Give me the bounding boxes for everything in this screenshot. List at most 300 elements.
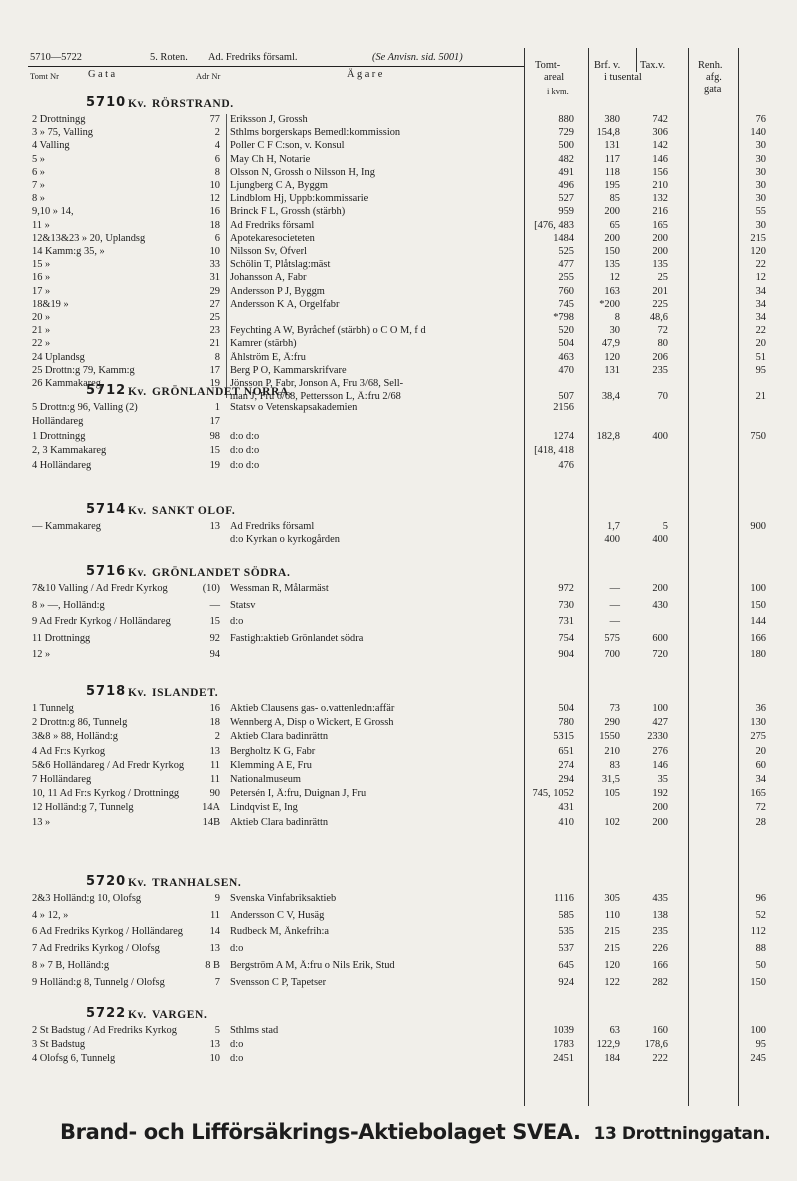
tax-value-cell: 35 xyxy=(657,774,668,785)
col-adrnr-label: Adr Nr xyxy=(196,71,221,81)
block-number: 5718 xyxy=(86,684,127,699)
col-gata-street-label: Gata xyxy=(88,69,118,80)
brf-value-cell: 122,9 xyxy=(596,1039,620,1051)
owner-cell: Johansson A, Fabr xyxy=(230,272,307,284)
owner-cell: d:o Kyrkan o kyrkogården xyxy=(230,533,340,545)
owner-cell: Sthlms stad xyxy=(230,1025,279,1036)
brf-value-cell: 122 xyxy=(604,976,620,988)
areal-cell: 431 xyxy=(558,802,574,814)
areal-cell: 537 xyxy=(558,943,574,955)
brf-value-cell: 184 xyxy=(604,1053,620,1065)
renh-value-cell: 95 xyxy=(755,1039,766,1051)
street-cell: 16 » xyxy=(32,272,51,284)
brf-value-cell: 85 xyxy=(609,193,620,205)
renh-value-cell: 60 xyxy=(755,759,766,771)
areal-cell: 535 xyxy=(558,926,574,938)
col-areal-label: areal xyxy=(544,72,565,83)
street-cell: 2&3 Holländ:g 10, Olofsg xyxy=(32,893,142,904)
areal-cell: 2156 xyxy=(553,402,574,413)
renh-value-cell: 20 xyxy=(755,338,766,350)
address-number-cell: 11 xyxy=(209,909,220,921)
areal-cell: 463 xyxy=(558,351,574,363)
address-number-cell: 13 xyxy=(209,1039,220,1051)
tax-value-cell: 742 xyxy=(652,114,668,125)
owner-cell: Aktieb Clara badinrättn xyxy=(230,816,329,828)
areal-cell: *798 xyxy=(553,312,574,323)
street-cell: 10, 11 Ad Fr:s Kyrkog / Drottningg xyxy=(32,788,180,800)
renh-value-cell: 30 xyxy=(755,153,766,165)
street-cell: 8 » xyxy=(32,193,45,205)
address-number-cell: 92 xyxy=(209,632,220,644)
col-kvm-label: i kvm. xyxy=(547,86,569,96)
areal-cell: 482 xyxy=(558,153,574,165)
areal-cell: 959 xyxy=(558,206,574,218)
tax-value-cell: 200 xyxy=(652,816,668,828)
brf-value-cell: 163 xyxy=(604,285,620,297)
address-number-cell: 14 xyxy=(209,926,220,938)
brf-value-cell: *200 xyxy=(599,298,620,310)
address-number-cell: 14B xyxy=(202,816,220,828)
renh-value-cell: 144 xyxy=(750,616,766,627)
tax-value-cell: 178,6 xyxy=(644,1039,668,1051)
brf-value-cell: 200 xyxy=(604,232,620,244)
tax-value-cell: 282 xyxy=(652,976,668,988)
areal-cell: 527 xyxy=(558,193,574,205)
brf-value-cell: 105 xyxy=(604,788,620,800)
block-kv-label: Kv. xyxy=(128,877,147,889)
address-number-cell: 15 xyxy=(209,445,220,457)
address-number-cell: 8 xyxy=(214,351,220,363)
renh-value-cell: 30 xyxy=(755,193,766,205)
areal-cell: 730 xyxy=(558,599,574,611)
address-divider xyxy=(226,114,227,398)
owner-cell: Fastigh:aktieb Grönlandet södra xyxy=(230,632,364,644)
renh-value-cell: 34 xyxy=(755,312,766,323)
brf-value-cell: 63 xyxy=(609,1025,620,1036)
renh-value-cell: 100 xyxy=(750,583,766,594)
renh-value-cell: 72 xyxy=(755,802,766,814)
areal-cell: 410 xyxy=(558,816,574,828)
address-number-cell: 13 xyxy=(209,521,220,532)
street-cell: 7&10 Valling / Ad Fredr Kyrkog xyxy=(32,583,168,594)
col-agare-label: Ägare xyxy=(347,69,385,80)
address-number-cell: 10 xyxy=(209,180,220,191)
tax-value-cell: 200 xyxy=(652,583,668,594)
block-kv-label: Kv. xyxy=(128,567,147,579)
tax-value-cell: 135 xyxy=(652,259,668,271)
street-cell: 2, 3 Kammakareg xyxy=(32,445,107,457)
renh-value-cell: 12 xyxy=(755,272,766,284)
address-number-cell: 4 xyxy=(214,140,220,152)
tax-value-cell: 70 xyxy=(657,391,668,403)
block-name: VARGEN. xyxy=(152,1009,208,1021)
brf-value-cell: 38,4 xyxy=(601,391,620,403)
brf-value-cell: 83 xyxy=(609,759,620,771)
street-cell: 9 Holländ:g 8, Tunnelg / Olofsg xyxy=(32,976,165,988)
renh-value-cell: 150 xyxy=(750,599,766,611)
address-number-cell: 13 xyxy=(209,745,220,757)
areal-cell: 2451 xyxy=(553,1053,574,1065)
tax-value-cell: 100 xyxy=(652,703,668,714)
brf-value-cell: 30 xyxy=(609,325,620,337)
block-number: 5710 xyxy=(86,95,127,110)
block-number: 5720 xyxy=(86,874,127,889)
reference-note: (Se Anvisn. sid. 5001) xyxy=(372,52,463,63)
brf-value-cell: 215 xyxy=(604,943,620,955)
brf-value-cell: 575 xyxy=(604,632,620,644)
block-number: 5722 xyxy=(86,1006,127,1021)
areal-cell: 729 xyxy=(558,127,574,139)
owner-cell: Kamrer (stärbh) xyxy=(230,338,297,350)
brf-value-cell: 131 xyxy=(604,364,620,376)
street-cell: 9,10 » 14, xyxy=(32,206,74,218)
address-number-cell: 16 xyxy=(209,206,220,218)
owner-cell: Andersson C V, Husäg xyxy=(230,909,325,921)
renh-value-cell: 22 xyxy=(755,325,766,337)
owner-cell: May Ch H, Notarie xyxy=(230,153,311,165)
areal-cell: [418, 418 xyxy=(534,445,574,457)
owner-cell: Andersson K A, Orgelfabr xyxy=(230,298,340,310)
renh-value-cell: 30 xyxy=(755,166,766,178)
block-kv-label: Kv. xyxy=(128,687,147,699)
areal-cell: 496 xyxy=(558,180,574,191)
tax-value-cell: 235 xyxy=(652,926,668,938)
renh-value-cell: 95 xyxy=(755,364,766,376)
brf-value-cell: 182,8 xyxy=(596,430,620,442)
block-name: GRÖNLANDET SÖDRA. xyxy=(152,567,291,579)
tax-value-cell: 192 xyxy=(652,788,668,800)
street-cell: 20 » xyxy=(32,312,51,323)
street-cell: 17 » xyxy=(32,285,51,297)
tax-value-cell: 427 xyxy=(652,717,668,729)
renh-value-cell: 245 xyxy=(750,1053,766,1065)
owner-cell: d:o xyxy=(230,1053,244,1065)
owner-cell: d:o xyxy=(230,1039,244,1051)
street-cell: 7 Ad Fredriks Kyrkog / Olofsg xyxy=(32,943,160,955)
brf-value-cell: 120 xyxy=(604,351,620,363)
tax-value-cell: 166 xyxy=(652,959,668,971)
areal-cell: 651 xyxy=(558,745,574,757)
street-cell: 9 Ad Fredr Kyrkog / Holländareg xyxy=(32,616,171,627)
address-number-cell: 14A xyxy=(202,802,220,814)
brf-value-cell: 290 xyxy=(604,717,620,729)
block-number: 5716 xyxy=(86,564,127,579)
tax-value-cell: 222 xyxy=(652,1053,668,1065)
street-cell: 3 St Badstug xyxy=(32,1039,86,1051)
owner-cell: Sthlms borgerskaps Bemedl:kommission xyxy=(230,127,401,139)
renh-value-cell: 165 xyxy=(750,788,766,800)
owner-cell: Ad Fredriks församl xyxy=(230,521,315,532)
areal-cell: 294 xyxy=(558,774,574,785)
brf-value-cell: 118 xyxy=(604,166,620,178)
brf-value-cell: 47,9 xyxy=(601,338,620,350)
owner-cell: Petersén I, Ä:fru, Duignan J, Fru xyxy=(230,788,367,800)
tax-value-cell: 276 xyxy=(652,745,668,757)
brf-value-cell: — xyxy=(609,616,620,627)
renh-value-cell: 52 xyxy=(755,909,766,921)
street-cell: 3 » 75, Valling xyxy=(32,127,93,139)
renh-value-cell: 55 xyxy=(755,206,766,218)
brf-value-cell: 110 xyxy=(604,909,620,921)
owner-cell: Statsv o Vetenskapsakademien xyxy=(230,402,358,413)
block-kv-label: Kv. xyxy=(128,1009,147,1021)
owner-cell: Brinck F L, Grossh (stärbh) xyxy=(230,206,346,218)
address-number-cell: 18 xyxy=(209,219,220,231)
renh-value-cell: 215 xyxy=(750,232,766,244)
address-number-cell: 10 xyxy=(209,1053,220,1065)
block-kv-label: Kv. xyxy=(128,505,147,517)
address-number-cell: 5 xyxy=(214,1025,220,1036)
address-number-cell: 6 xyxy=(214,153,220,165)
owner-cell: Klemming A E, Fru xyxy=(230,759,312,771)
address-number-cell: 90 xyxy=(209,788,220,800)
tax-value-cell: 235 xyxy=(652,364,668,376)
column-divider-tax xyxy=(688,48,689,1106)
street-cell: Holländareg xyxy=(32,416,84,428)
brf-value-cell: 150 xyxy=(604,246,620,257)
column-divider-owner xyxy=(524,48,525,1106)
owner-cell: Ad Fredriks församl xyxy=(230,219,315,231)
column-divider-right xyxy=(738,48,739,1106)
block-name: GRÖNLANDET NORRA. xyxy=(152,386,293,398)
owner-cell: Andersson P J, Byggm xyxy=(230,285,325,297)
owner-cell: Lindqvist E, Ing xyxy=(230,802,298,814)
col-tusental-label: i tusental xyxy=(604,72,642,83)
owner-cell: Wessman R, Målarmäst xyxy=(230,583,329,594)
tax-value-cell: 25 xyxy=(657,272,668,284)
areal-cell: 491 xyxy=(558,166,574,178)
address-number-cell: 18 xyxy=(209,717,220,729)
renh-value-cell: 76 xyxy=(755,114,766,125)
renh-value-cell: 51 xyxy=(755,351,766,363)
block-kv-label: Kv. xyxy=(128,98,147,110)
street-cell: 7 Holländareg xyxy=(32,774,92,785)
tax-value-cell: 435 xyxy=(652,893,668,904)
block-name: ISLANDET. xyxy=(152,687,219,699)
brf-value-cell: 210 xyxy=(604,745,620,757)
tax-value-cell: 400 xyxy=(652,430,668,442)
renh-value-cell: 750 xyxy=(750,430,766,442)
tax-value-cell: 200 xyxy=(652,232,668,244)
areal-cell: 745, 1052 xyxy=(532,788,574,800)
col-tomt-label: Tomt- xyxy=(535,60,561,71)
owner-cell: d:o xyxy=(230,616,244,627)
renh-value-cell: 21 xyxy=(755,391,766,403)
brf-value-cell: 8 xyxy=(614,312,620,323)
street-cell: 11 » xyxy=(32,219,50,231)
col-renh-label: Renh. xyxy=(698,60,723,71)
tax-value-cell: 600 xyxy=(652,632,668,644)
address-number-cell: 13 xyxy=(209,943,220,955)
street-cell: 8 » —, Holländ:g xyxy=(32,599,105,611)
owner-cell: d:o d:o xyxy=(230,459,260,471)
renh-value-cell: 166 xyxy=(750,632,766,644)
renh-value-cell: 30 xyxy=(755,219,766,231)
block-name: RÖRSTRAND. xyxy=(152,98,234,110)
brf-value-cell: 120 xyxy=(604,959,620,971)
owner-cell: Nationalmuseum xyxy=(230,774,301,785)
brf-value-cell: 1,7 xyxy=(607,521,620,532)
owner-cell: d:o xyxy=(230,943,244,955)
areal-cell: 500 xyxy=(558,140,574,152)
areal-cell: 780 xyxy=(558,717,574,729)
areal-cell: 470 xyxy=(558,364,574,376)
tax-value-cell: 400 xyxy=(652,533,668,545)
owner-cell: Eriksson J, Grossh xyxy=(230,114,308,125)
renh-value-cell: 22 xyxy=(755,259,766,271)
owner-cell: Svenska Vinfabriksaktieb xyxy=(230,893,337,904)
brf-value-cell: 102 xyxy=(604,816,620,828)
areal-cell: 1039 xyxy=(553,1025,574,1036)
owner-cell: Olsson N, Grossh o Nilsson H, Ing xyxy=(230,166,375,178)
owner-cell: Svensson C P, Tapetser xyxy=(230,976,327,988)
areal-cell: 525 xyxy=(558,246,574,257)
tax-value-cell: 200 xyxy=(652,246,668,257)
owner-cell: Nilsson Sv, Öfverl xyxy=(230,246,307,257)
street-cell: 15 » xyxy=(32,259,51,271)
owner-cell: Statsv xyxy=(230,599,256,611)
address-number-cell: 33 xyxy=(209,259,220,271)
areal-cell: 504 xyxy=(558,338,574,350)
areal-cell: 1116 xyxy=(553,893,574,904)
areal-cell: 880 xyxy=(558,114,574,125)
address-number-cell: 25 xyxy=(209,312,220,323)
areal-cell: 1484 xyxy=(553,232,574,244)
street-cell: 4 Holländareg xyxy=(32,459,92,471)
renh-value-cell: 96 xyxy=(755,893,766,904)
header-rule xyxy=(28,66,524,67)
owner-cell: man J, Fru 6/68, Pettersson L, Ä:fru 2/68 xyxy=(230,391,401,403)
advert-company: Brand- och Lifförsäkrings-Aktiebolaget SVEA. xyxy=(60,1120,581,1144)
block-number: 5714 xyxy=(86,502,127,517)
owner-cell: Rudbeck M, Änkefrih:a xyxy=(230,926,329,938)
areal-cell: 5315 xyxy=(553,731,574,743)
address-number-cell: 15 xyxy=(209,616,220,627)
tax-value-cell: 142 xyxy=(652,140,668,152)
owner-cell: Bergström A M, Ä:fru o Nils Erik, Stud xyxy=(230,959,395,971)
areal-cell: 745 xyxy=(558,298,574,310)
street-cell: 6 Ad Fredriks Kyrkog / Holländareg xyxy=(32,926,183,938)
street-cell: 8 » 7 B, Holländ:g xyxy=(32,959,110,971)
tax-value-cell: 146 xyxy=(652,759,668,771)
block-name: TRANHALSEN. xyxy=(152,877,242,889)
address-number-cell: — xyxy=(209,599,220,611)
address-number-cell: 10 xyxy=(209,246,220,257)
areal-cell: 924 xyxy=(558,976,574,988)
block-number: 5712 xyxy=(86,383,127,398)
brf-value-cell: 200 xyxy=(604,206,620,218)
renh-value-cell: 34 xyxy=(755,298,766,310)
brf-value-cell: 131 xyxy=(604,140,620,152)
street-cell: 7 » xyxy=(32,180,45,191)
tax-value-cell: 165 xyxy=(652,219,668,231)
tax-value-cell: 48,6 xyxy=(649,312,668,323)
street-cell: 6 » xyxy=(32,166,45,178)
tax-value-cell: 80 xyxy=(657,338,668,350)
address-number-cell: 12 xyxy=(209,193,220,205)
owner-cell: Poller C F C:son, v. Konsul xyxy=(230,140,345,152)
brf-value-cell: 65 xyxy=(609,219,620,231)
owner-cell: Feychting A W, Byråchef (stärbh) o C O M, f d xyxy=(230,325,426,337)
col-afg-label: afg. xyxy=(706,72,722,83)
street-cell: 4 Olofsg 6, Tunnelg xyxy=(32,1053,116,1065)
owner-cell: Aktieb Clausens gas- o.vattenledn:affär xyxy=(230,703,395,714)
street-cell: 2 Drottn:g 86, Tunnelg xyxy=(32,717,128,729)
owner-cell: Lindblom Hj, Uppb:kommissarie xyxy=(230,193,369,205)
col-brf-label: Brf. v. xyxy=(594,60,621,71)
street-cell: 26 Kammakareg xyxy=(32,378,101,389)
col-gata-label: gata xyxy=(704,84,722,95)
renh-value-cell: 100 xyxy=(750,1025,766,1036)
street-cell: 3&8 » 88, Holländ:g xyxy=(32,731,119,743)
parish-label: Ad. Fredriks församl. xyxy=(208,52,298,63)
column-divider-brf xyxy=(636,48,637,72)
tax-value-cell: 200 xyxy=(652,802,668,814)
address-number-cell: 19 xyxy=(209,459,220,471)
renh-value-cell: 140 xyxy=(750,127,766,139)
street-cell: 13 » xyxy=(32,816,51,828)
tax-value-cell: 430 xyxy=(652,599,668,611)
owner-cell: d:o d:o xyxy=(230,445,260,457)
renh-value-cell: 30 xyxy=(755,180,766,191)
areal-cell: 1783 xyxy=(553,1039,574,1051)
tax-value-cell: 146 xyxy=(652,153,668,165)
tax-value-cell: 132 xyxy=(652,193,668,205)
brf-value-cell: 73 xyxy=(609,703,620,714)
page-range: 5710—5722 xyxy=(30,52,82,63)
areal-cell: 585 xyxy=(558,909,574,921)
address-number-cell: 11 xyxy=(209,759,220,771)
address-number-cell: 1 xyxy=(214,402,220,413)
areal-cell: 476 xyxy=(558,459,574,471)
areal-cell: 645 xyxy=(558,959,574,971)
address-number-cell: 17 xyxy=(209,416,220,428)
renh-value-cell: 88 xyxy=(755,943,766,955)
address-number-cell: 2 xyxy=(214,731,220,743)
street-cell: 2 Drottningg xyxy=(32,114,86,125)
street-cell: 21 » xyxy=(32,325,51,337)
renh-value-cell: 275 xyxy=(750,731,766,743)
street-cell: — Kammakareg xyxy=(32,521,101,532)
address-number-cell: 6 xyxy=(214,232,220,244)
address-number-cell: 16 xyxy=(209,703,220,714)
address-number-cell: 77 xyxy=(209,114,220,125)
owner-cell: Åhlström E, Ä:fru xyxy=(230,351,306,363)
areal-cell: 731 xyxy=(558,616,574,627)
street-cell: 5&6 Holländareg / Ad Fredr Kyrkog xyxy=(32,759,185,771)
renh-value-cell: 20 xyxy=(755,745,766,757)
address-number-cell: (10) xyxy=(202,583,220,594)
owner-cell: Schölin T, Plåtslag:mäst xyxy=(230,259,331,271)
tax-value-cell: 720 xyxy=(652,649,668,660)
owner-cell: Bergholtz K G, Fabr xyxy=(230,745,316,757)
renh-value-cell: 180 xyxy=(750,649,766,660)
tax-value-cell: 72 xyxy=(657,325,668,337)
street-cell: 2 St Badstug / Ad Fredriks Kyrkog xyxy=(32,1025,177,1036)
areal-cell: 504 xyxy=(558,703,574,714)
renh-value-cell: 36 xyxy=(755,703,766,714)
address-number-cell: 21 xyxy=(209,338,220,350)
address-number-cell: 27 xyxy=(209,298,220,310)
owner-cell: Berg P O, Kammarskrifvare xyxy=(230,364,347,376)
renh-value-cell: 30 xyxy=(755,140,766,152)
owner-cell: Jönsson P, Fabr, Jonson A, Fru 3/68, Sell- xyxy=(230,378,404,389)
areal-cell: 760 xyxy=(558,285,574,297)
renh-value-cell: 900 xyxy=(750,521,766,532)
brf-value-cell: 215 xyxy=(604,926,620,938)
brf-value-cell: 135 xyxy=(604,259,620,271)
street-cell: 12&13&23 » 20, Uplandsg xyxy=(32,232,146,244)
